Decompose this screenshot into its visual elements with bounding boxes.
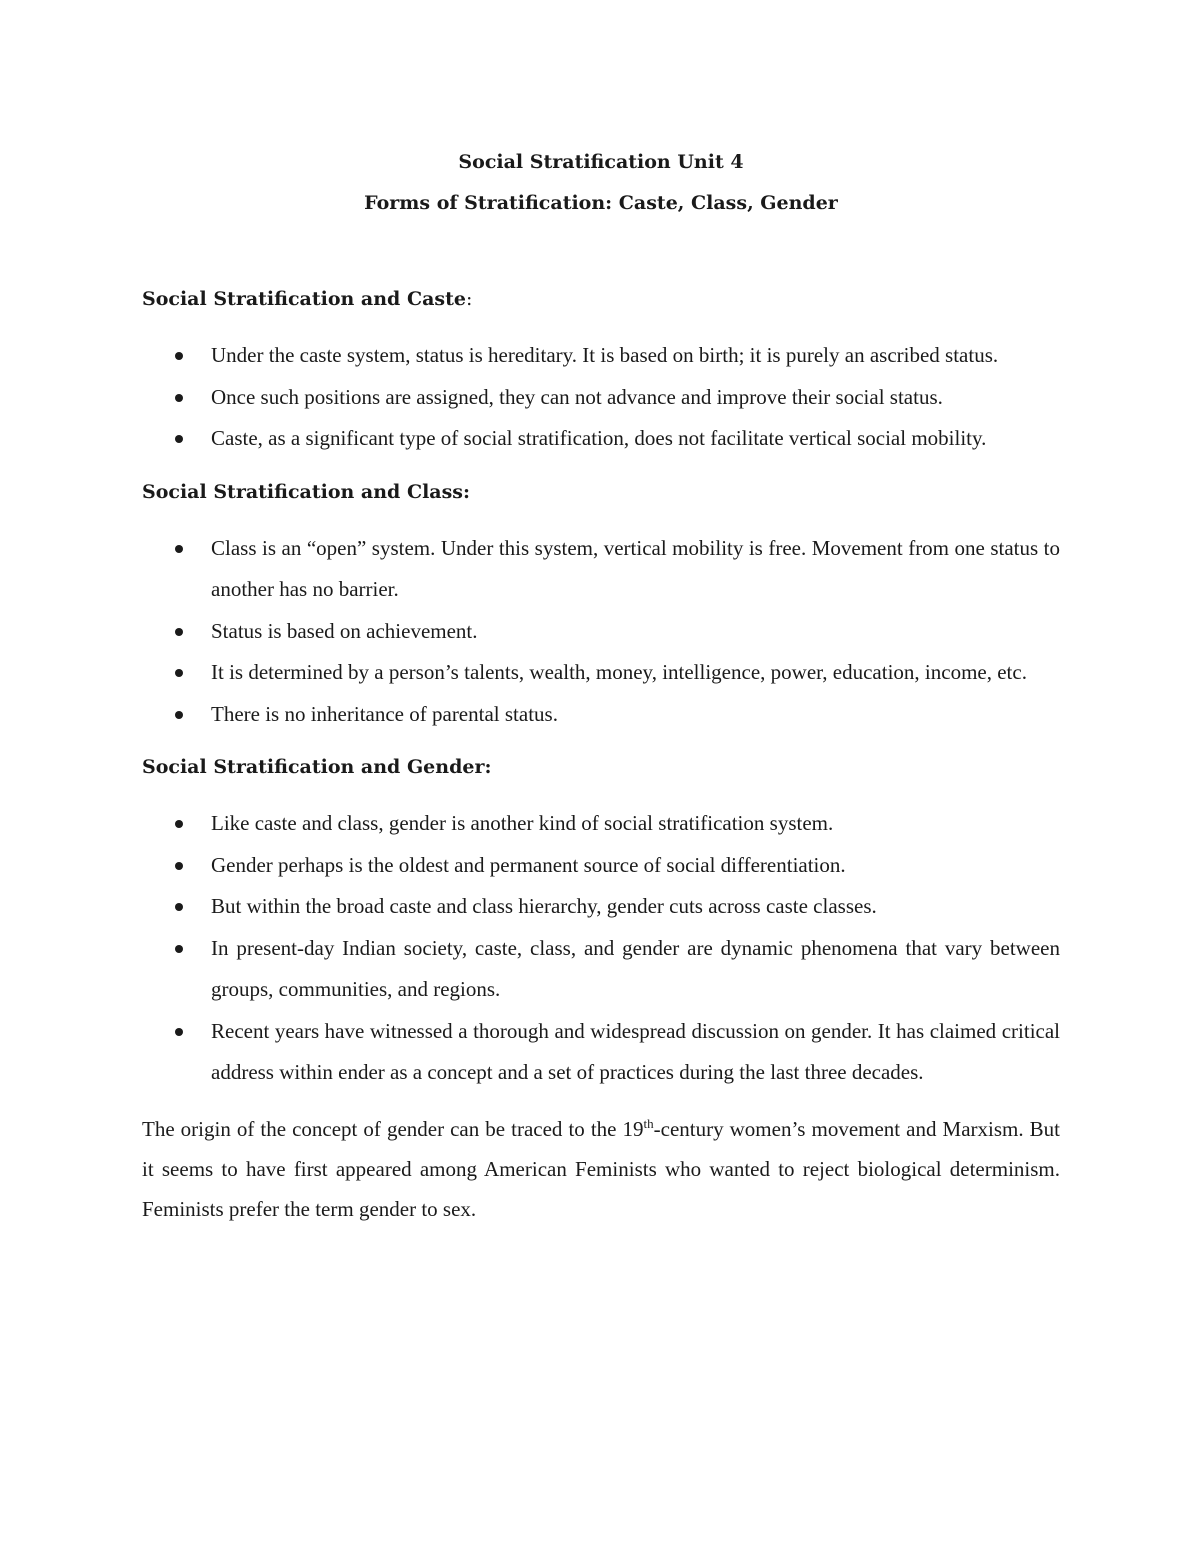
list-item-text: It is determined by a person’s talents, wealth, money, intelligence, power, education, income, etc. xyxy=(211,660,1027,684)
list-item xyxy=(142,611,1060,653)
bullet-icon xyxy=(175,669,183,677)
list-item xyxy=(142,652,1060,694)
ordinal-superscript: th xyxy=(643,1115,654,1131)
bullet-icon xyxy=(175,628,183,636)
list-item-text: Like caste and class, gender is another kind of social stratification system. xyxy=(211,811,834,835)
section-heading xyxy=(142,282,1060,316)
section-heading xyxy=(142,475,1060,509)
list-item xyxy=(142,335,1060,377)
list-item xyxy=(142,694,1060,736)
list-item-text: Class is an “open” system. Under this system, vertical mobility is free. Movement from one status to another has no barrier. xyxy=(211,535,1060,601)
bullet-icon xyxy=(175,1028,183,1036)
bullet-icon xyxy=(175,711,183,719)
document-subtitle: Forms of Stratification: Caste, Class, Gender xyxy=(364,192,838,214)
list-item-text: There is no inheritance of parental status. xyxy=(211,701,558,726)
list-item-text: Gender perhaps is the oldest and permanent source of social differentiation. xyxy=(211,852,846,877)
closing-text-end: -century women’s movement and Marxism. But it seems to have first appeared among American Feminists who wanted to reject biological determinism. Feminists prefer the term gender to sex. xyxy=(142,1116,1060,1221)
closing-text-start: The origin of the concept of gender can be traced to the 19 xyxy=(142,1116,644,1141)
list-item xyxy=(142,418,1060,460)
list-item xyxy=(142,886,1060,928)
list-item xyxy=(142,528,1060,611)
section-heading xyxy=(142,750,1060,784)
closing-paragraph xyxy=(142,1109,1060,1229)
section-heading-colon: : xyxy=(465,288,473,310)
section-gender xyxy=(142,750,1060,1094)
list-item-text: Under the caste system, status is hereditary. It is based on birth; it is purely an ascribed status. xyxy=(211,343,999,367)
list-item-text: But within the broad caste and class hierarchy, gender cuts across caste classes. xyxy=(211,894,877,918)
bullet-list xyxy=(142,335,1060,460)
bullet-icon xyxy=(175,394,183,402)
list-item-text: Caste, as a significant type of social stratification, does not facilitate vertical social mobility. xyxy=(211,426,987,450)
list-item xyxy=(142,845,1060,887)
bullet-icon xyxy=(175,435,183,443)
section-caste xyxy=(142,282,1060,460)
section-class xyxy=(142,475,1060,736)
document-page xyxy=(142,140,1060,1229)
list-item-text: Status is based on achievement. xyxy=(211,618,478,643)
list-item-text: Once such positions are assigned, they can not advance and improve their social status. xyxy=(211,384,943,409)
bullet-list xyxy=(142,803,1060,1094)
section-heading-text: Social Stratification and Class: xyxy=(142,480,471,503)
section-heading-text: Social Stratification and Gender: xyxy=(142,756,492,778)
section-heading-text: Social Stratification and Caste xyxy=(142,288,466,310)
bullet-icon xyxy=(175,903,183,911)
list-item xyxy=(142,377,1060,419)
bullet-icon xyxy=(175,820,183,828)
list-item-text: In present-day Indian society, caste, class, and gender are dynamic phenomena that vary between groups, communities, and regions. xyxy=(211,935,1060,1001)
document-title: Social Stratification Unit 4 xyxy=(458,151,744,173)
list-item xyxy=(142,928,1060,1011)
bullet-icon xyxy=(175,545,183,553)
bullet-icon xyxy=(175,352,183,360)
list-item-text: Recent years have witnessed a thorough and widespread discussion on gender. It has claimed critical address within ender as a concept and a set of practices during the last three decades. xyxy=(211,1018,1060,1084)
list-item xyxy=(142,803,1060,845)
bullet-list xyxy=(142,528,1060,736)
list-item xyxy=(142,1011,1060,1094)
bullet-icon xyxy=(175,945,183,953)
bullet-icon xyxy=(175,862,183,870)
